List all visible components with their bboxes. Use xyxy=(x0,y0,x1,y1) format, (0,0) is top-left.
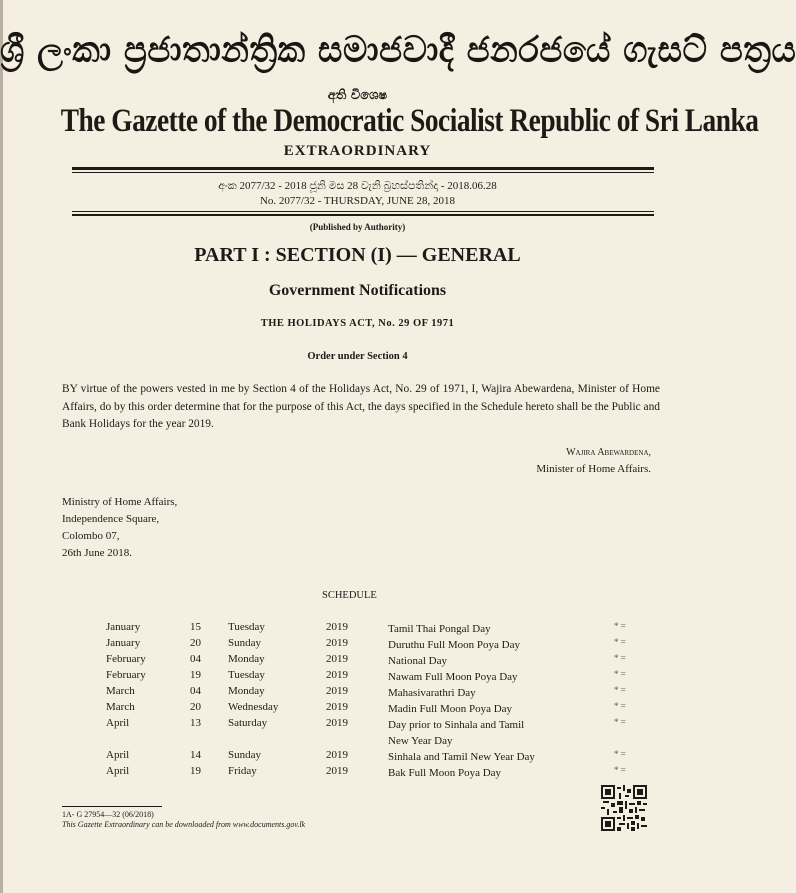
holiday-weekday: Tuesday xyxy=(228,621,265,633)
holiday-month: March xyxy=(106,685,135,697)
issue-line-english: No. 2077/32 - THURSDAY, JUNE 28, 2018 xyxy=(259,195,456,207)
holiday-year: 2019 xyxy=(326,653,348,665)
holiday-day: 20 xyxy=(190,637,201,649)
act-title: THE HOLIDAYS ACT, No. 29 OF 1971 xyxy=(260,318,455,329)
holiday-type-mark: * = xyxy=(614,701,626,711)
holiday-description: Bak Full Moon Poya Day xyxy=(388,767,502,779)
holiday-day: 04 xyxy=(190,685,201,697)
address-line: Independence Square, xyxy=(62,513,160,525)
holiday-type-mark: * = xyxy=(614,653,626,663)
holiday-weekday: Monday xyxy=(228,685,265,697)
holiday-description: Mahasivarathri Day xyxy=(388,687,476,699)
holiday-year: 2019 xyxy=(326,621,348,633)
schedule-row xyxy=(0,765,715,781)
holiday-year: 2019 xyxy=(326,765,348,777)
holiday-day: 13 xyxy=(190,717,201,729)
holiday-weekday: Wednesday xyxy=(228,701,279,713)
holiday-type-mark: * = xyxy=(614,685,626,695)
holiday-day: 19 xyxy=(190,669,201,681)
schedule-title: SCHEDULE xyxy=(322,590,377,601)
schedule-row xyxy=(0,653,715,669)
order-title: Order under Section 4 xyxy=(307,351,408,362)
schedule-row xyxy=(0,685,715,701)
holiday-year: 2019 xyxy=(326,669,348,681)
schedule-row xyxy=(0,621,715,637)
schedule-row xyxy=(0,749,715,765)
issue-line-sinhala: අංක 2077/32 - 2018 ජූනි මස 28 වැනි බ්‍රහස්පතින්දා - 2018.06.28 xyxy=(218,180,497,192)
holiday-type-mark: * = xyxy=(614,749,626,759)
issue-rule-thin xyxy=(72,211,654,212)
issue-rule-thick xyxy=(72,214,654,216)
holiday-type-mark: * = xyxy=(614,621,626,631)
english-gazette-title: The Gazette of the Democratic Socialist Republic of Sri Lanka xyxy=(60,103,759,139)
published-by-authority: (Published by Authority) xyxy=(309,222,406,232)
holiday-month: April xyxy=(106,749,130,761)
holiday-weekday: Saturday xyxy=(228,717,268,729)
holiday-month: April xyxy=(106,717,130,729)
signatory-title: Minister of Home Affairs. xyxy=(536,463,651,475)
holiday-month: March xyxy=(106,701,135,713)
holiday-month: January xyxy=(106,637,141,649)
address-line: Ministry of Home Affairs, xyxy=(62,496,178,508)
schedule-row xyxy=(0,701,715,717)
holiday-weekday: Tuesday xyxy=(228,669,265,681)
holiday-description: Nawam Full Moon Poya Day xyxy=(388,671,518,683)
holiday-year: 2019 xyxy=(326,701,348,713)
holiday-type-mark: * = xyxy=(614,637,626,647)
holiday-day: 14 xyxy=(190,749,201,761)
sinhala-extraordinary-label: අති විශෙෂ xyxy=(327,88,388,103)
holiday-description: National Day xyxy=(388,655,447,667)
ministry-address xyxy=(62,494,177,562)
gazette-code: 1A- G 27954—32 (06/2018) xyxy=(62,810,154,819)
holiday-type-mark: * = xyxy=(614,669,626,679)
holiday-year: 2019 xyxy=(326,717,348,729)
holiday-month: February xyxy=(106,669,146,681)
holiday-day: 19 xyxy=(190,765,201,777)
qr-code-icon xyxy=(601,785,647,831)
schedule-row xyxy=(0,637,715,653)
holiday-year: 2019 xyxy=(326,637,348,649)
holiday-year: 2019 xyxy=(326,685,348,697)
holiday-description: Madin Full Moon Poya Day xyxy=(388,703,513,715)
sinhala-gazette-title: ශ්‍රී ලංකා ප්‍රජාතාන්ත්‍රික සමාජවාදී ජනරජයේ ගැසට් පත්‍රය xyxy=(0,29,796,71)
schedule-row xyxy=(0,717,715,749)
schedule-row xyxy=(0,669,715,685)
holiday-weekday: Friday xyxy=(228,765,257,777)
address-line: 26th June 2018. xyxy=(62,547,132,559)
extraordinary-label: EXTRAORDINARY xyxy=(283,143,432,159)
holiday-month: January xyxy=(106,621,141,633)
holiday-type-mark: * = xyxy=(614,717,626,727)
holiday-description: Day prior to Sinhala and Tamil xyxy=(388,719,525,731)
holiday-month: February xyxy=(106,653,146,665)
holiday-description-continued: New Year Day xyxy=(388,735,453,747)
header-rule-thin xyxy=(72,172,654,173)
holiday-day: 20 xyxy=(190,701,201,713)
holiday-description: Tamil Thai Pongal Day xyxy=(388,623,491,635)
section-heading: Government Notifications xyxy=(268,282,447,299)
header-rule-thick xyxy=(72,167,654,170)
holiday-month: April xyxy=(106,765,130,777)
part-heading: PART I : SECTION (I) — GENERAL xyxy=(194,244,521,266)
holiday-description: Sinhala and Tamil New Year Day xyxy=(388,751,535,763)
holiday-description: Duruthu Full Moon Poya Day xyxy=(388,639,520,651)
footnote-rule xyxy=(62,806,162,807)
signatory-name: Wajira Abewardena, xyxy=(566,447,651,458)
holiday-type-mark: * = xyxy=(614,765,626,775)
holiday-year: 2019 xyxy=(326,749,348,761)
address-line: Colombo 07, xyxy=(62,530,120,542)
download-note: This Gazette Extraordinary can be downloaded from www.documents.gov.lk xyxy=(62,820,306,829)
holiday-weekday: Sunday xyxy=(228,637,261,649)
holiday-day: 15 xyxy=(190,621,201,633)
order-body-text: BY virtue of the powers vested in me by Section 4 of the Holidays Act, No. 29 of 1971, I, Wajira Abewardena, Minister of Home Affairs, do by this order determine that for the purpose of this Act, the days specified in the Schedule hereto shall be the Public and Bank Holidays for the year 2019. xyxy=(62,383,660,430)
holiday-day: 04 xyxy=(190,653,201,665)
holiday-weekday: Sunday xyxy=(228,749,261,761)
holiday-weekday: Monday xyxy=(228,653,265,665)
